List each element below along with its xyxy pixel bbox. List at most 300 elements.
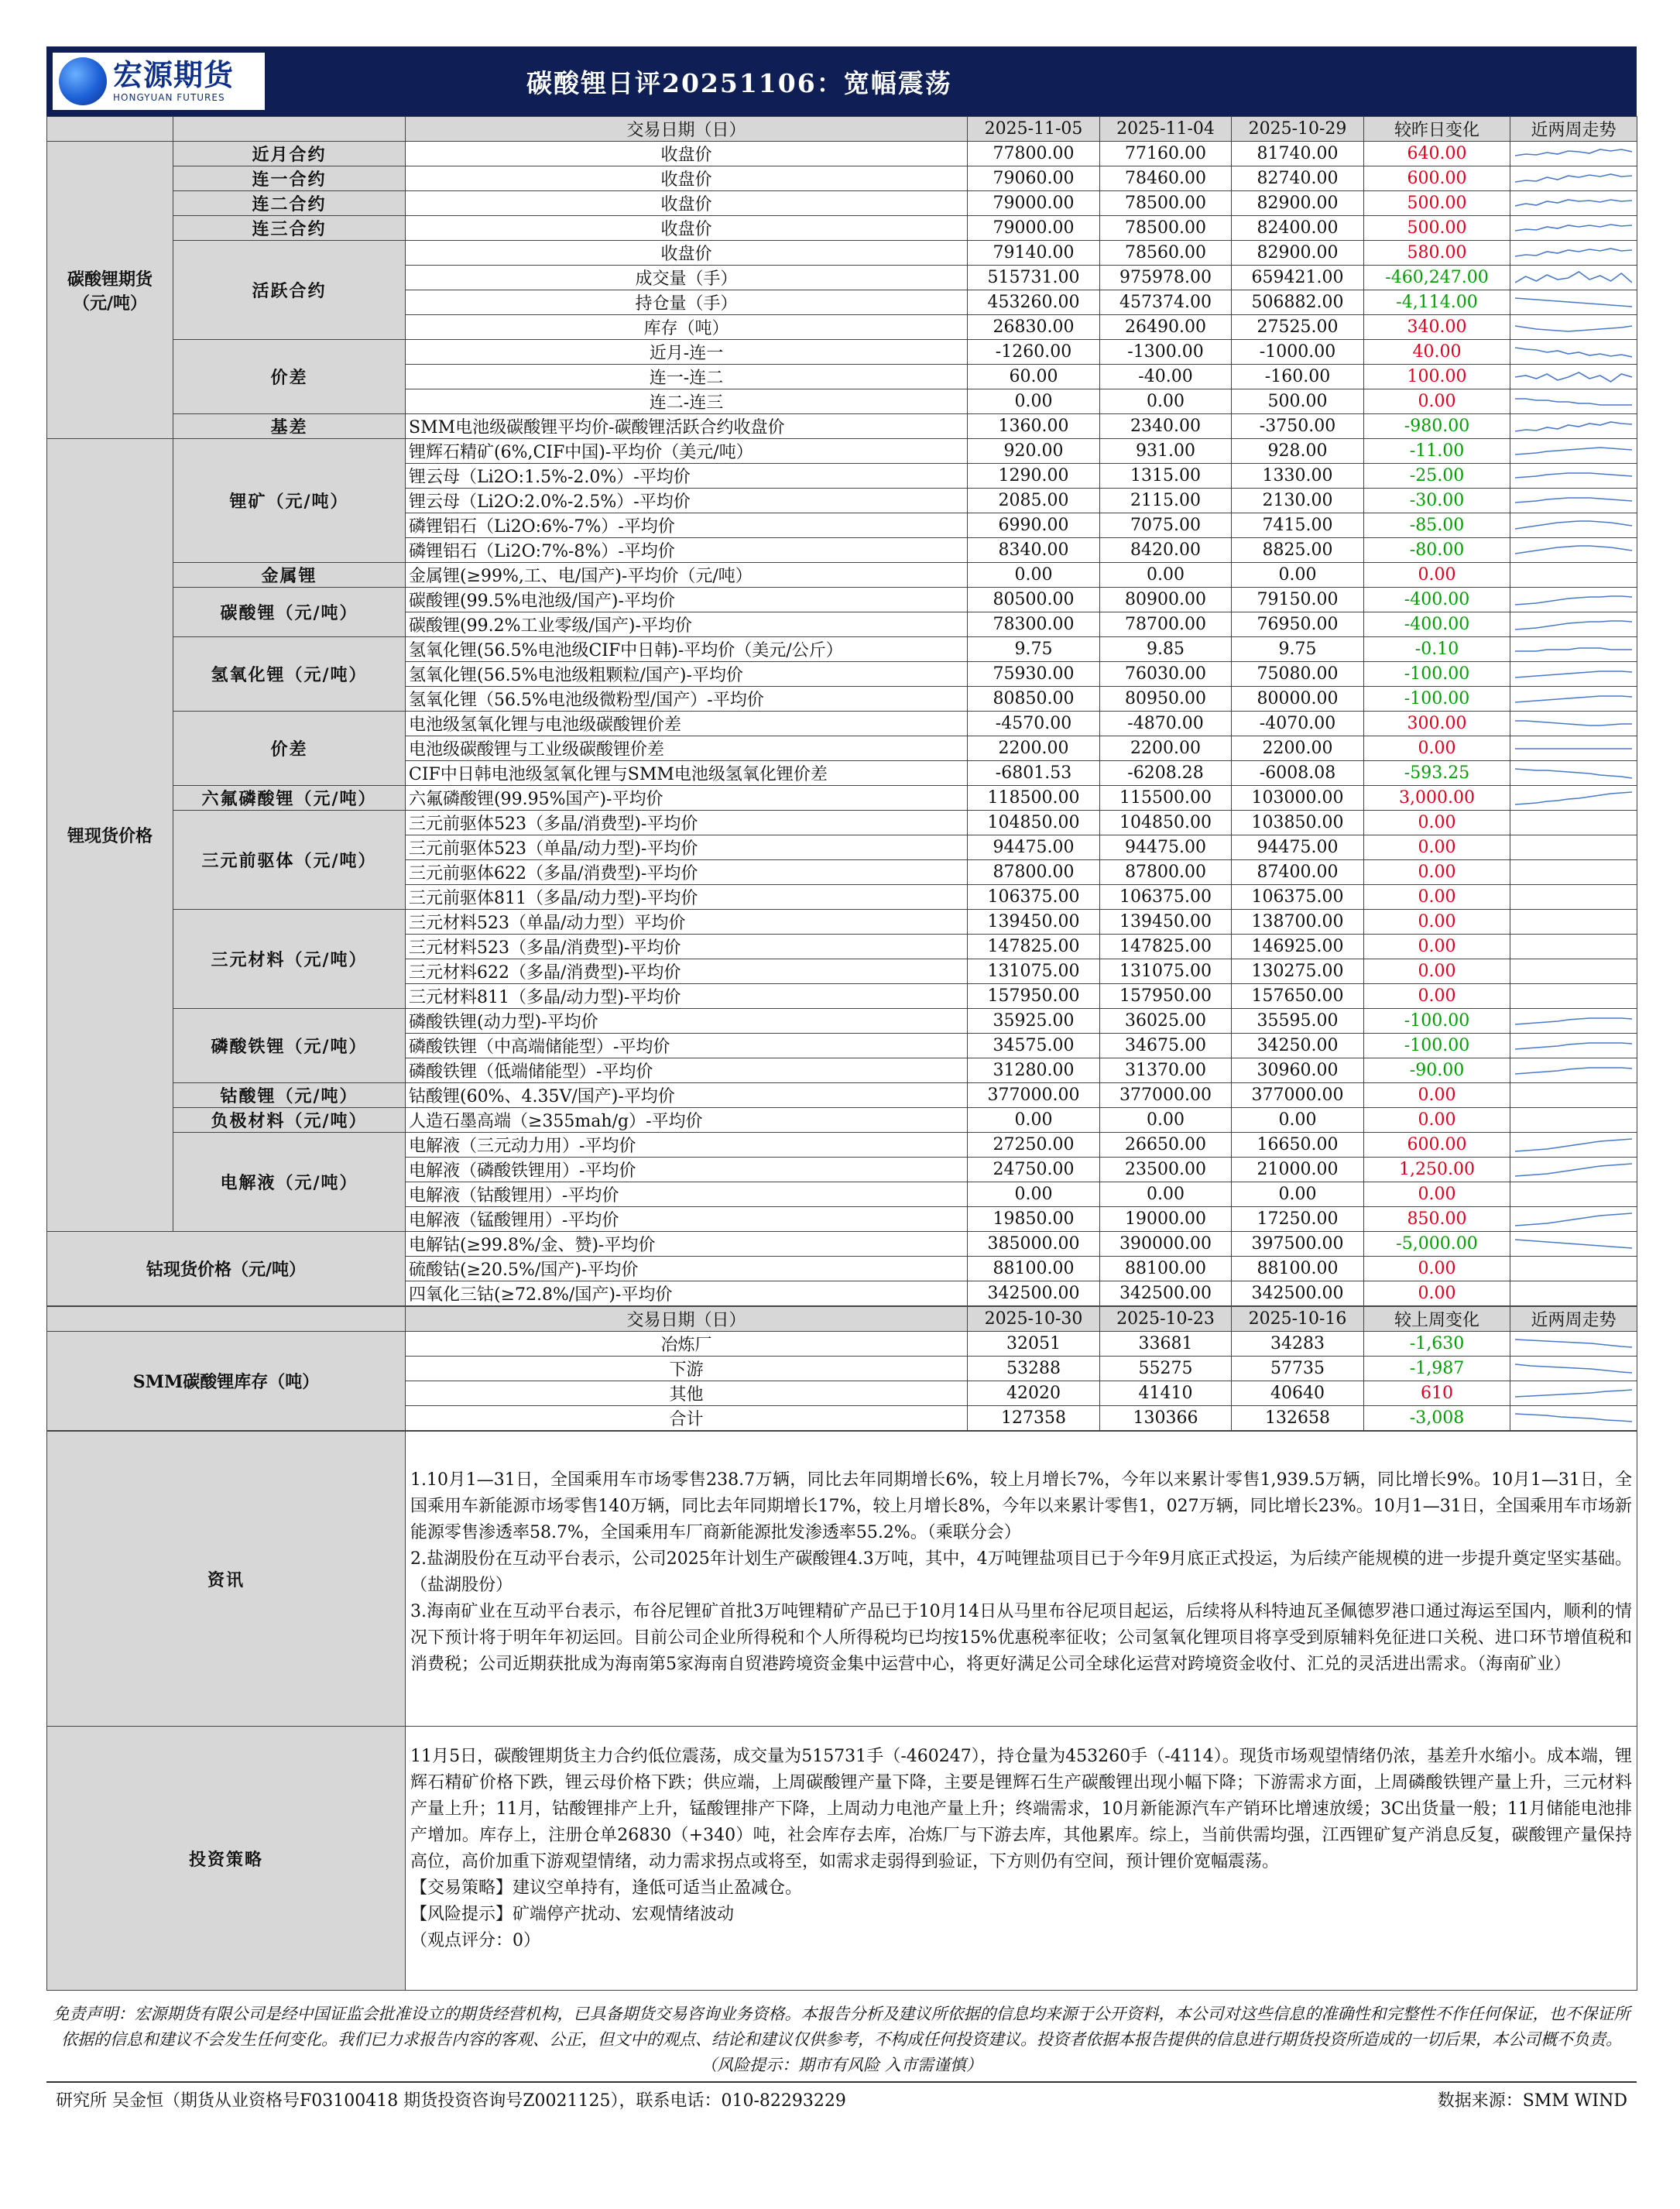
row-change: 40.00: [1364, 340, 1510, 365]
row-change: 610: [1364, 1381, 1510, 1406]
row-value: 106375.00: [1100, 885, 1232, 910]
row-value: 33681: [1100, 1332, 1232, 1357]
row-item: 收盘价: [406, 166, 968, 191]
sparkline-chart: [1515, 1161, 1632, 1179]
sparkline-line: [1515, 621, 1632, 629]
row-value: -6008.08: [1232, 761, 1364, 786]
news-paragraph: 1.10月1—31日，全国乘用车市场零售238.7万辆，同比去年同期增长6%，较上月增长7%，今年以来累计零售1,939.5万辆，同比增长9%。10月1—31日，全国乘用车新能源市场零售140万辆，同比去年同期增长17%，较上月增长8%，今年以来累计零售1，027万辆，同比增长23%。10月1—31日，全国乘用车市场新能源零售渗透率58.7%，全国乘用车厂商新能源批发渗透率55.2%。（乘联分会）: [410, 1470, 1632, 1542]
table-row: [47, 439, 1637, 464]
row-value: 2200.00: [1232, 736, 1364, 761]
row-value: 75930.00: [968, 662, 1100, 687]
row-value: 78460.00: [1100, 166, 1232, 191]
subgroup-label: 价差: [173, 340, 406, 414]
row-value: 377000.00: [1232, 1083, 1364, 1108]
row-item: 收盘价: [406, 216, 968, 241]
strategy-paragraph: 11月5日，碳酸锂期货主力合约低位震荡，成交量为515731手（-460247），持仓量为453260手（-4114）。现货市场观望情绪仍浓，基差升水缩小。成本端，锂辉石精矿价格下跌，锂云母价格下跌；供应端，上周碳酸锂产量下降，主要是锂辉石生产碳酸锂出现小幅下降；下游需求方面，上周磷酸铁锂产量上升，三元材料产量上升；11月，钴酸锂排产上升，锰酸锂排产下降，上周动力电池产量上升；终端需求，10月新能源汽车产销环比增速放缓；3C出货量一般；11月储能电池排产增加。库存上，注册仓单26830（+340）吨，社会库存去库，冶炼厂与下游去库，其他累库。综上，当前供需均强，江西锂矿复产消息反复，碳酸锂产量保持高位，高价加重下游观望情绪，动力需求拐点或将至，如需求走弱得到验证，下方则仍有空间，预计锂价宽幅震荡。: [410, 1747, 1632, 1871]
row-change: 0.00: [1364, 959, 1510, 984]
row-change: -0.10: [1364, 637, 1510, 662]
row-item: 电解钴(≥99.8%/金、赞)-平均价: [406, 1232, 968, 1257]
row-value: 115500.00: [1100, 786, 1232, 811]
row-item: 磷酸铁锂(动力型)-平均价: [406, 1009, 968, 1034]
row-item: 下游: [406, 1357, 968, 1381]
sparkline-chart: [1515, 1037, 1632, 1055]
row-value: 0.00: [1100, 1108, 1232, 1133]
row-value: 515731.00: [968, 266, 1100, 290]
row-value: 34675.00: [1100, 1034, 1232, 1058]
sparkline-chart: [1515, 293, 1632, 312]
strategy-content: [406, 1727, 1637, 1991]
sparkline-chart: [1515, 1409, 1632, 1428]
row-change: -100.00: [1364, 1034, 1510, 1058]
sparkline-chart: [1515, 665, 1632, 684]
logo-en-text: HONGYUAN FUTURES: [113, 92, 225, 103]
news-paragraph: 3.海南矿业在互动平台表示，布谷尼锂矿首批3万吨锂精矿产品已于10月14日从马里布谷尼项目起运，后续将从科特迪瓦圣佩德罗港口通过海运至国内，顺利的情况下预计将于明年年初运回。目前公司企业所得税和个人所得税均已均按15%优惠税率征收；公司氢氧化锂项目将享受到原辅料免征进口关税、进口环节增值税和消费税；公司近期获批成为海南第5家海南自贸港跨境资金集中运营中心，将更好满足公司全球化运营对跨境资金收付、汇兑的灵活进出需求。（海南矿业）: [410, 1602, 1632, 1674]
row-value: 31280.00: [968, 1058, 1100, 1083]
trend-sparkline: [1510, 216, 1637, 241]
trend-sparkline: [1510, 439, 1637, 464]
row-item: 锂辉石精矿(6%,CIF中国)-平均价（美元/吨）: [406, 439, 968, 464]
row-value: 79000.00: [968, 216, 1100, 241]
row-item: 金属锂(≥99%,工、电/国产)-平均价（元/吨）: [406, 563, 968, 588]
row-value: 77800.00: [968, 142, 1100, 166]
row-item: 磷酸铁锂（中高端储能型）-平均价: [406, 1034, 968, 1058]
row-value: 80000.00: [1232, 687, 1364, 712]
header-date: 2025-10-29: [1232, 117, 1364, 142]
row-value: -4570.00: [968, 712, 1100, 736]
row-item: 电池级氢氧化锂与电池级碳酸锂价差: [406, 712, 968, 736]
row-value: 342500.00: [1232, 1281, 1364, 1306]
row-value: 659421.00: [1232, 266, 1364, 290]
logo-cn-text: 宏源期货: [113, 58, 235, 92]
subgroup-label: 金属锂: [173, 563, 406, 588]
trend-sparkline: [1510, 588, 1637, 612]
subgroup-label: 三元材料（元/吨）: [173, 910, 406, 1009]
sparkline-chart: [1515, 467, 1632, 485]
sparkline-chart: [1515, 1360, 1632, 1378]
row-value: -4070.00: [1232, 712, 1364, 736]
table-row: [47, 1232, 1637, 1257]
trend-sparkline: [1510, 290, 1637, 315]
price-table: [46, 116, 1637, 1306]
sparkline-line: [1515, 174, 1632, 182]
row-change: 640.00: [1364, 142, 1510, 166]
table-row: [47, 166, 1637, 191]
row-value: 87800.00: [1100, 860, 1232, 885]
sparkline-chart: [1515, 789, 1632, 808]
row-item: 三元材料523（单晶/动力型）平均价: [406, 910, 968, 935]
row-change: 0.00: [1364, 1108, 1510, 1133]
sparkline-line: [1515, 326, 1632, 331]
trend-sparkline: [1510, 959, 1637, 984]
row-change: -460,247.00: [1364, 266, 1510, 290]
trend-sparkline: [1510, 1406, 1637, 1431]
header-change: 较上周变化: [1364, 1307, 1510, 1332]
row-value: 53288: [968, 1357, 1100, 1381]
row-change: -90.00: [1364, 1058, 1510, 1083]
row-item: 碳酸锂(99.5%电池级/国产)-平均价: [406, 588, 968, 612]
row-value: 78700.00: [1100, 612, 1232, 637]
row-item: 六氟磷酸锂(99.95%国产)-平均价: [406, 786, 968, 811]
row-item: 电解液（三元动力用）-平均价: [406, 1133, 968, 1158]
row-value: -1300.00: [1100, 340, 1232, 365]
sparkline-chart: [1515, 1384, 1632, 1403]
group-label: 钴现货价格（元/吨）: [47, 1232, 406, 1306]
subgroup-label: 负极材料（元/吨）: [173, 1108, 406, 1133]
trend-sparkline: [1510, 489, 1637, 513]
trend-sparkline: [1510, 1332, 1637, 1357]
sparkline-line: [1515, 792, 1632, 804]
row-value: 17250.00: [1232, 1207, 1364, 1232]
trend-sparkline: [1510, 984, 1637, 1009]
table-row: [47, 340, 1637, 365]
row-value: 342500.00: [1100, 1281, 1232, 1306]
row-value: 130275.00: [1232, 959, 1364, 984]
sparkline-chart: [1515, 417, 1632, 436]
row-value: 88100.00: [1100, 1257, 1232, 1281]
row-value: 76030.00: [1100, 662, 1232, 687]
row-value: 342500.00: [968, 1281, 1100, 1306]
row-item: 收盘价: [406, 142, 968, 166]
trend-sparkline: [1510, 1232, 1637, 1257]
sparkline-chart: [1515, 194, 1632, 213]
row-value: 57735: [1232, 1357, 1364, 1381]
sparkline-line: [1515, 1043, 1632, 1049]
row-item: 三元材料523（多晶/消费型)-平均价: [406, 935, 968, 959]
row-value: 80950.00: [1100, 687, 1232, 712]
sparkline-chart: [1515, 368, 1632, 386]
sparkline-line: [1515, 648, 1632, 651]
row-value: 138700.00: [1232, 910, 1364, 935]
row-value: 79060.00: [968, 166, 1100, 191]
table-row: [47, 191, 1637, 216]
row-item: 三元前驱体622（多晶/消费型)-平均价: [406, 860, 968, 885]
subgroup-label: 连一合约: [173, 166, 406, 191]
trend-sparkline: [1510, 910, 1637, 935]
table-row: [47, 910, 1637, 935]
sparkline-chart: [1515, 393, 1632, 411]
header-date: 2025-10-30: [968, 1307, 1100, 1332]
trend-sparkline: [1510, 1381, 1637, 1406]
row-value: -1260.00: [968, 340, 1100, 365]
trend-sparkline: [1510, 712, 1637, 736]
trend-sparkline: [1510, 563, 1637, 588]
row-value: 78560.00: [1100, 241, 1232, 266]
trend-sparkline: [1510, 1133, 1637, 1158]
row-value: 24750.00: [968, 1158, 1100, 1182]
row-value: 103000.00: [1232, 786, 1364, 811]
sparkline-chart: [1515, 616, 1632, 634]
sparkline-line: [1515, 671, 1632, 677]
row-change: 0.00: [1364, 1182, 1510, 1207]
row-value: 42020: [968, 1381, 1100, 1406]
table-row: [47, 588, 1637, 612]
row-item: SMM电池级碳酸锂平均价-碳酸锂活跃合约收盘价: [406, 414, 968, 439]
row-item: 氢氧化锂（56.5%电池级微粉型/国产）-平均价: [406, 687, 968, 712]
report-title: 碳酸锂日评20251106：宽幅震荡: [526, 68, 952, 98]
row-value: 40640: [1232, 1381, 1364, 1406]
row-value: 139450.00: [968, 910, 1100, 935]
row-value: 26490.00: [1100, 315, 1232, 340]
row-change: 500.00: [1364, 191, 1510, 216]
news-paragraph: 2.盐湖股份在互动平台表示，公司2025年计划生产碳酸锂4.3万吨，其中，4万吨锂盐项目已于今年9月底正式投运，为后续产能规模的进一步提升奠定坚实基础。（盐湖股份）: [410, 1549, 1632, 1595]
row-change: 300.00: [1364, 712, 1510, 736]
row-value: 79150.00: [1232, 588, 1364, 612]
news-content: [406, 1432, 1637, 1727]
trend-sparkline: [1510, 315, 1637, 340]
sparkline-line: [1515, 546, 1632, 554]
row-change: -85.00: [1364, 513, 1510, 538]
sparkline-line: [1515, 372, 1632, 382]
row-value: 9.75: [1232, 637, 1364, 662]
sparkline-line: [1515, 473, 1632, 478]
row-item: 氢氧化锂(56.5%电池级粗颗粒/国产)-平均价: [406, 662, 968, 687]
row-value: 377000.00: [968, 1083, 1100, 1108]
row-item: 磷酸铁锂（低端储能型）-平均价: [406, 1058, 968, 1083]
row-value: 31370.00: [1100, 1058, 1232, 1083]
row-value: 0.00: [968, 1182, 1100, 1207]
row-value: 82740.00: [1232, 166, 1364, 191]
sparkline-line: [1515, 596, 1632, 605]
table-row: [47, 1108, 1637, 1133]
row-item: 库存（吨）: [406, 315, 968, 340]
header-row: [47, 117, 1637, 142]
row-value: 132658: [1232, 1406, 1364, 1431]
row-value: 19850.00: [968, 1207, 1100, 1232]
sparkline-chart: [1515, 516, 1632, 535]
trend-sparkline: [1510, 1009, 1637, 1034]
table-row: [47, 414, 1637, 439]
row-value: 457374.00: [1100, 290, 1232, 315]
row-value: 0.00: [968, 389, 1100, 414]
header-date: 2025-10-16: [1232, 1307, 1364, 1332]
sparkline-line: [1515, 1339, 1632, 1347]
row-value: 55275: [1100, 1357, 1232, 1381]
row-change: 0.00: [1364, 1257, 1510, 1281]
header-date: 2025-11-05: [968, 117, 1100, 142]
row-value: 34283: [1232, 1332, 1364, 1357]
sparkline-chart: [1515, 244, 1632, 262]
row-item: 近月-连一: [406, 340, 968, 365]
row-value: 87800.00: [968, 860, 1100, 885]
row-value: 27525.00: [1232, 315, 1364, 340]
sparkline-line: [1515, 1018, 1632, 1024]
row-value: 106375.00: [1232, 885, 1364, 910]
row-change: -980.00: [1364, 414, 1510, 439]
row-item: 连二-连三: [406, 389, 968, 414]
table-row: [47, 712, 1637, 736]
header-blank: [47, 117, 173, 142]
row-value: 453260.00: [968, 290, 1100, 315]
row-item: 电解液（锰酸锂用）-平均价: [406, 1207, 968, 1232]
subgroup-label: 三元前驱体（元/吨）: [173, 811, 406, 910]
table-row: [47, 1133, 1637, 1158]
row-value: 34575.00: [968, 1034, 1100, 1058]
row-value: 1330.00: [1232, 464, 1364, 489]
trend-sparkline: [1510, 835, 1637, 860]
row-change: 0.00: [1364, 835, 1510, 860]
trend-sparkline: [1510, 1108, 1637, 1133]
row-value: 26650.00: [1100, 1133, 1232, 1158]
subgroup-label: 基差: [173, 414, 406, 439]
report-page: [46, 46, 1637, 2111]
table-row: [47, 142, 1637, 166]
sparkline-line: [1515, 1139, 1632, 1151]
sparkline-chart: [1515, 1335, 1632, 1353]
row-value: 118500.00: [968, 786, 1100, 811]
subgroup-label: 价差: [173, 712, 406, 786]
row-item: 连一-连二: [406, 365, 968, 389]
row-value: 82900.00: [1232, 191, 1364, 216]
row-value: 30960.00: [1232, 1058, 1364, 1083]
sparkline-line: [1515, 225, 1632, 231]
trend-sparkline: [1510, 811, 1637, 835]
row-value: 2200.00: [968, 736, 1100, 761]
row-value: -1000.00: [1232, 340, 1364, 365]
row-value: 19000.00: [1100, 1207, 1232, 1232]
row-change: -5,000.00: [1364, 1232, 1510, 1257]
sparkline-chart: [1515, 1062, 1632, 1080]
sparkline-line: [1515, 399, 1632, 405]
row-value: 82400.00: [1232, 216, 1364, 241]
trend-sparkline: [1510, 687, 1637, 712]
trend-sparkline: [1510, 885, 1637, 910]
trend-sparkline: [1510, 637, 1637, 662]
subgroup-label: 碳酸锂（元/吨）: [173, 588, 406, 637]
subgroup-label: 电解液（元/吨）: [173, 1133, 406, 1232]
row-item: 成交量（手）: [406, 266, 968, 290]
row-change: -400.00: [1364, 588, 1510, 612]
header-date: 2025-11-04: [1100, 117, 1232, 142]
trend-sparkline: [1510, 1357, 1637, 1381]
row-value: 390000.00: [1100, 1232, 1232, 1257]
row-value: 81740.00: [1232, 142, 1364, 166]
sparkline-line: [1515, 348, 1632, 357]
row-value: 103850.00: [1232, 811, 1364, 835]
trend-sparkline: [1510, 191, 1637, 216]
header-blank: [47, 1307, 406, 1332]
sparkline-line: [1515, 521, 1632, 529]
group-label: 碳酸锂期货（元/吨）: [47, 142, 173, 439]
sparkline-chart: [1515, 764, 1632, 783]
sparkline-chart: [1515, 640, 1632, 659]
row-value: 0.00: [968, 1108, 1100, 1133]
row-value: 2115.00: [1100, 489, 1232, 513]
row-value: 385000.00: [968, 1232, 1100, 1257]
researcher-info: 研究所 吴金恒（期货从业资格号F03100418 期货投资咨询号Z0021125），联系电话：010-82293229: [56, 2091, 846, 2111]
row-value: 0.00: [1100, 1182, 1232, 1207]
row-change: -400.00: [1364, 612, 1510, 637]
sparkline-line: [1515, 498, 1632, 503]
trend-sparkline: [1510, 761, 1637, 786]
row-change: -593.25: [1364, 761, 1510, 786]
row-value: 1290.00: [968, 464, 1100, 489]
disclaimer: 免责声明：宏源期货有限公司是经中国证监会批准设立的期货经营机构，已具备期货交易咨询业务资格。本报告分析及建议所依据的信息均来源于公开资料，本公司对这些信息的准确性和完整性不作任何保证，也不保证所依据的信息和建议不会发生任何变化。我们已力求报告内容的客观、公正，但文中的观点、结论和建议仅供参考，不构成任何投资建议。投资者依据本报告提供的信息进行期货投资所造成的一切后果，本公司概不负责。（风险提示：期市有风险 入市需谨慎）: [53, 2005, 1630, 2074]
row-item: 四氧化三钴(≥72.8%/国产)-平均价: [406, 1281, 968, 1306]
row-value: 157950.00: [1100, 984, 1232, 1009]
data-source: 数据来源：SMM WIND: [1437, 2091, 1627, 2111]
row-value: 6990.00: [968, 513, 1100, 538]
row-item: 冶炼厂: [406, 1332, 968, 1357]
row-value: 2085.00: [968, 489, 1100, 513]
sparkline-chart: [1515, 739, 1632, 758]
row-item: 收盘价: [406, 241, 968, 266]
table-row: [47, 1083, 1637, 1108]
row-value: 147825.00: [1100, 935, 1232, 959]
row-value: 79140.00: [968, 241, 1100, 266]
row-change: -100.00: [1364, 1009, 1510, 1034]
row-change: -100.00: [1364, 687, 1510, 712]
strategy-paragraph: （观点评分：0）: [410, 1931, 540, 1950]
trend-sparkline: [1510, 266, 1637, 290]
row-value: 130366: [1100, 1406, 1232, 1431]
subgroup-label: 磷酸铁锂（元/吨）: [173, 1009, 406, 1083]
row-change: -1,630: [1364, 1332, 1510, 1357]
row-value: 80500.00: [968, 588, 1100, 612]
row-item: 其他: [406, 1381, 968, 1406]
row-value: -6801.53: [968, 761, 1100, 786]
row-change: -11.00: [1364, 439, 1510, 464]
row-item: 锂云母（Li2O:1.5%-2.0%）-平均价: [406, 464, 968, 489]
row-value: 32051: [968, 1332, 1100, 1357]
trend-sparkline: [1510, 538, 1637, 563]
row-value: 94475.00: [968, 835, 1100, 860]
row-change: 0.00: [1364, 984, 1510, 1009]
sparkline-chart: [1515, 1210, 1632, 1229]
trend-sparkline: [1510, 935, 1637, 959]
row-value: 1315.00: [1100, 464, 1232, 489]
header-date: 2025-10-23: [1100, 1307, 1232, 1332]
trend-sparkline: [1510, 1281, 1637, 1306]
row-value: 75080.00: [1232, 662, 1364, 687]
header-trend: 近两周走势: [1510, 1307, 1637, 1332]
row-item: 三元材料622（多晶/消费型)-平均价: [406, 959, 968, 984]
row-item: 三元前驱体523（单晶/动力型)-平均价: [406, 835, 968, 860]
row-value: 0.00: [1232, 563, 1364, 588]
row-value: -4870.00: [1100, 712, 1232, 736]
header-date-label: 交易日期（日）: [406, 117, 968, 142]
header-date-label: 交易日期（日）: [406, 1307, 968, 1332]
row-value: 1360.00: [968, 414, 1100, 439]
trend-sparkline: [1510, 365, 1637, 389]
row-item: 人造石墨高端（≥355mah/g）-平均价: [406, 1108, 968, 1133]
row-change: -30.00: [1364, 489, 1510, 513]
row-value: 131075.00: [968, 959, 1100, 984]
row-value: -40.00: [1100, 365, 1232, 389]
trend-sparkline: [1510, 464, 1637, 489]
trend-sparkline: [1510, 1058, 1637, 1083]
row-value: 920.00: [968, 439, 1100, 464]
row-value: 76950.00: [1232, 612, 1364, 637]
sparkline-chart: [1515, 442, 1632, 461]
row-change: 0.00: [1364, 811, 1510, 835]
row-value: 78300.00: [968, 612, 1100, 637]
strategy-label: 投资策略: [47, 1727, 406, 1991]
report-header: [46, 46, 1637, 116]
row-change: 1,250.00: [1364, 1158, 1510, 1182]
row-item: 磷锂铝石（Li2O:6%-7%）-平均价: [406, 513, 968, 538]
row-value: 60.00: [968, 365, 1100, 389]
sparkline-line: [1515, 272, 1632, 283]
row-value: 8825.00: [1232, 538, 1364, 563]
sparkline-chart: [1515, 591, 1632, 609]
row-value: 146925.00: [1232, 935, 1364, 959]
row-item: 合计: [406, 1406, 968, 1431]
row-value: 0.00: [1100, 389, 1232, 414]
trend-sparkline: [1510, 142, 1637, 166]
row-value: 23500.00: [1100, 1158, 1232, 1182]
row-value: 80850.00: [968, 687, 1100, 712]
row-value: 104850.00: [968, 811, 1100, 835]
